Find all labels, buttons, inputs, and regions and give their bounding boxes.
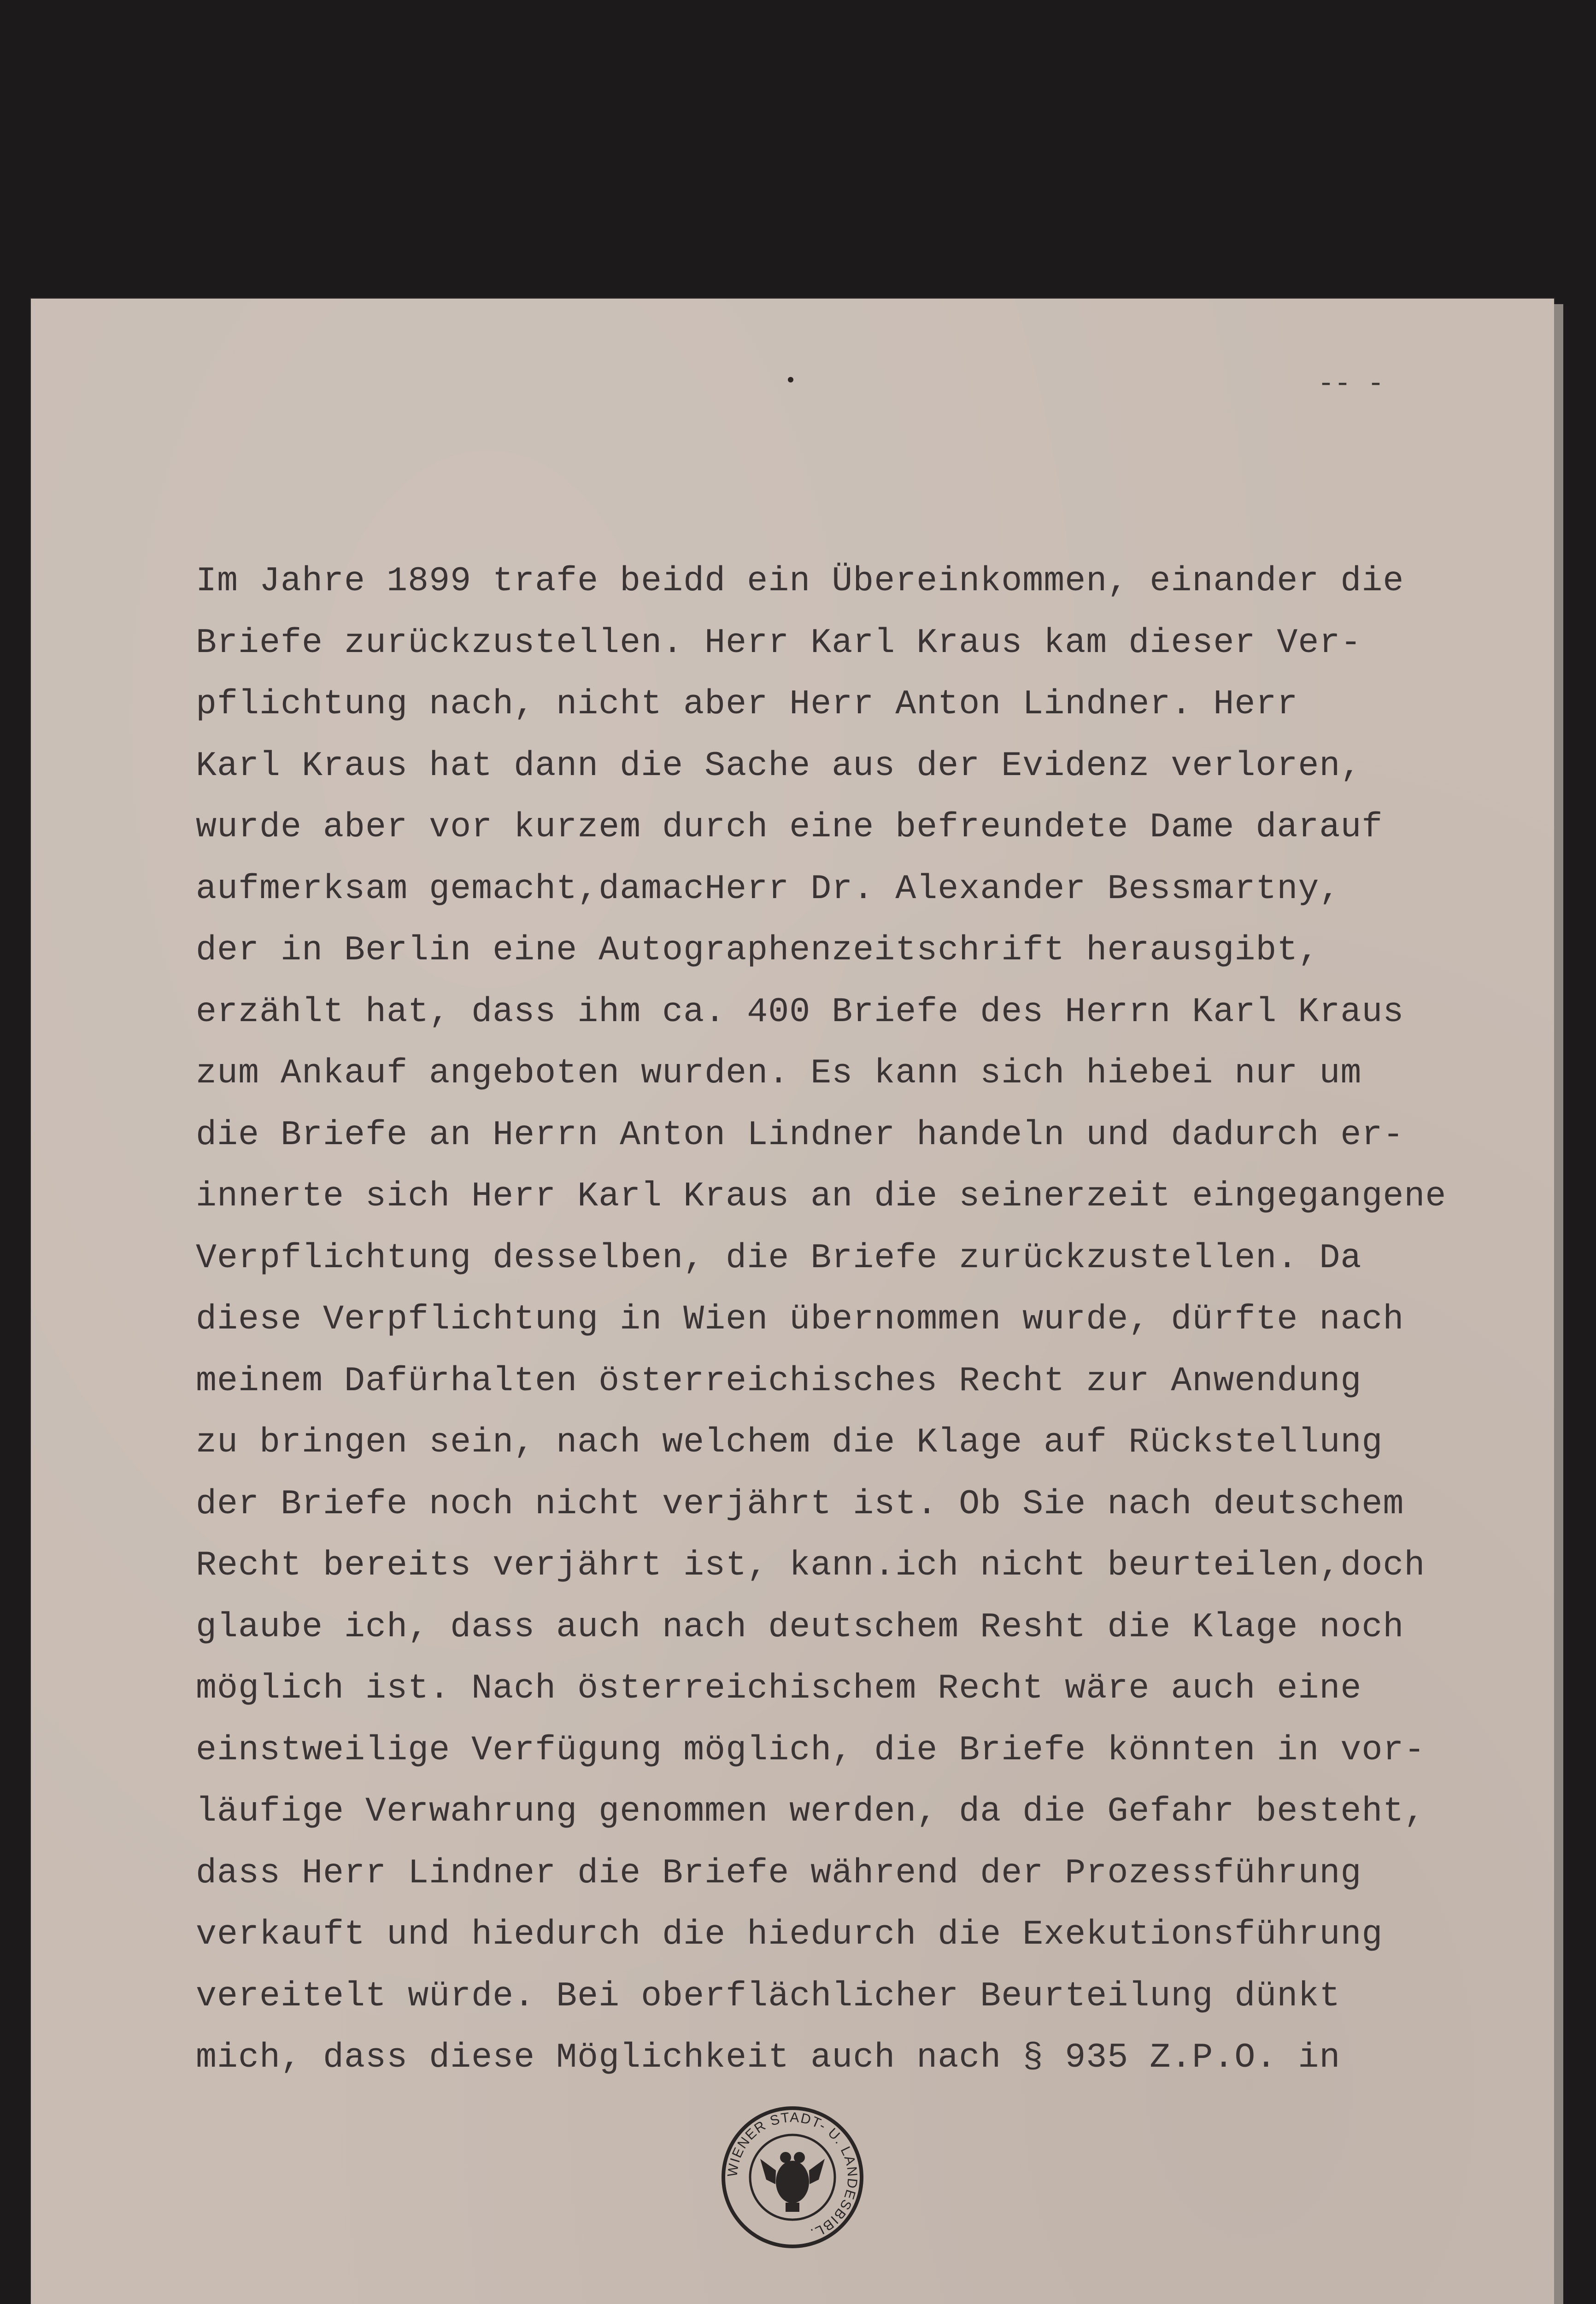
text-line: Briefe zurückzustellen. Herr Karl Kraus kam dieser Ver- (196, 623, 1362, 663)
text-line: diese Verpflichtung in Wien übernommen wurde, dürfte nach (196, 1300, 1404, 1339)
library-stamp (716, 2101, 868, 2253)
text-line: läufige Verwahrung genommen werden, da die Gefahr besteht, (196, 1792, 1426, 1831)
letter-body (196, 551, 1446, 2089)
text-line: einstweilige Verfügung möglich, die Briefe könnten in vor- (196, 1730, 1426, 1770)
text-line: der in Berlin eine Autographenzeitschrift herausgibt, (196, 931, 1320, 970)
text-line: zu bringen sein, nach welchem die Klage auf Rückstellung (196, 1423, 1383, 1462)
stamp-text: WIENER STADT- U. LANDESBIBL. (725, 2110, 860, 2242)
text-line: erzählt hat, dass ihm ca. 400 Briefe des Herrn Karl Kraus (196, 992, 1404, 1032)
text-line: verkauft und hiedurch die hiedurch die Exekutionsführung (196, 1915, 1383, 1954)
text-line: wurde aber vor kurzem durch eine befreundete Dame darauf (196, 808, 1383, 847)
text-line: meinem Dafürhalten österreichisches Recht zur Anwendung (196, 1361, 1362, 1401)
text-line: mich, dass diese Möglichkeit auch nach § 935 Z.P.O. in (196, 2038, 1341, 2077)
text-line: Karl Kraus hat dann die Sache aus der Evidenz verloren, (196, 746, 1362, 786)
ink-dot (788, 377, 793, 382)
text-line: möglich ist. Nach österreichischem Recht wäre auch eine (196, 1669, 1362, 1708)
text-line: die Briefe an Herrn Anton Lindner handeln und dadurch er- (196, 1115, 1404, 1155)
corner-mark: -- - (1318, 369, 1385, 400)
text-line: Im Jahre 1899 trafe beidd ein Übereinkommen, einander die (196, 562, 1404, 601)
text-line: dass Herr Lindner die Briefe während der Prozessführung (196, 1853, 1362, 1893)
text-line: glaube ich, dass auch nach deutschem Resht die Klage noch (196, 1607, 1404, 1647)
text-line: zum Ankauf angeboten wurden. Es kann sich hiebei nur um (196, 1054, 1362, 1093)
text-line: der Briefe noch nicht verjährt ist. Ob Sie nach deutschem (196, 1484, 1404, 1524)
text-line: innerte sich Herr Karl Kraus an die seinerzeit eingegangene (196, 1177, 1447, 1216)
eagle-seal-icon (760, 2152, 825, 2212)
text-line: pflichtung nach, nicht aber Herr Anton Lindner. Herr (196, 685, 1298, 724)
text-line: Recht bereits verjährt ist, kann.ich nicht beurteilen,doch (196, 1546, 1426, 1585)
text-line: vereitelt würde. Bei oberflächlicher Beurteilung dünkt (196, 1976, 1341, 2016)
page-edge (1554, 304, 1563, 2304)
text-line: aufmerksam gemacht,damacHerr Dr. Alexander Bessmartny, (196, 869, 1341, 909)
text-line: Verpflichtung desselben, die Briefe zurückzustellen. Da (196, 1238, 1362, 1278)
